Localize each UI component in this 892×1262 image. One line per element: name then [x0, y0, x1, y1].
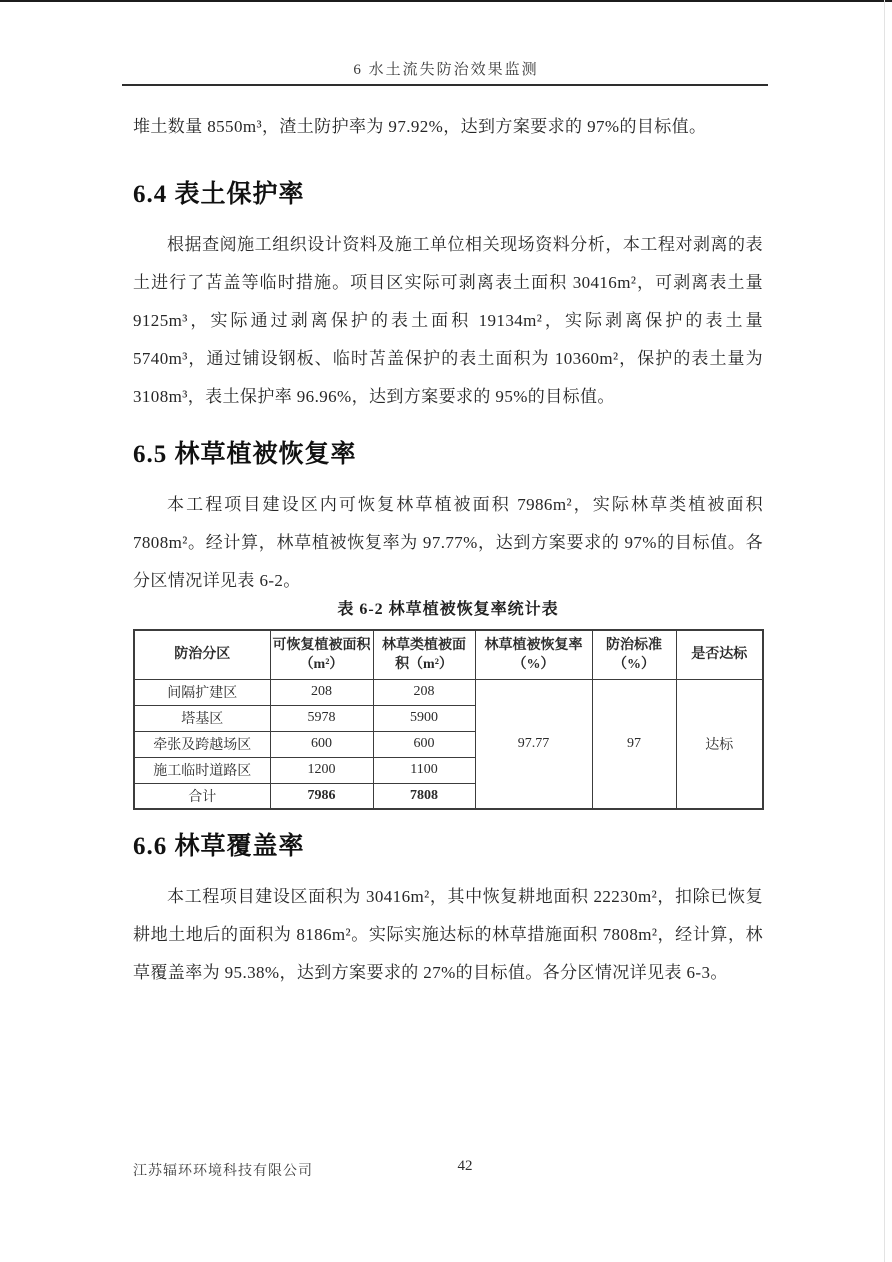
footer-page-number: 42	[457, 1158, 473, 1174]
cell-zone: 塔基区	[134, 705, 270, 731]
cell-zone-total: 合计	[134, 783, 270, 809]
section-6-4-paragraph-block	[133, 226, 763, 416]
lead-paragraph-block	[133, 108, 763, 146]
page-header-title: 6 水土流失防治效果监测	[353, 62, 539, 78]
col-header-zone: 防治分区	[134, 630, 270, 679]
section-6-5-heading: 6.5 林草植被恢复率	[133, 441, 357, 468]
section-6-5-paragraph-block	[133, 486, 763, 600]
section-6-6-heading: 6.6 林草覆盖率	[133, 833, 305, 860]
section-6-4-heading: 6.4 表土保护率	[133, 181, 305, 208]
cell-actual: 600	[373, 731, 475, 757]
section-6-5-paragraph: 本工程项目建设区内可恢复林草植被面积 7986m²，实际林草类植被面积 7808m²。经计算，林草植被恢复率为 97.77%，达到方案要求的 97%的目标值。各分区情况详见表 6-2。	[133, 495, 763, 590]
table-header-row	[134, 630, 763, 679]
table-row	[134, 679, 763, 705]
cell-actual: 5900	[373, 705, 475, 731]
cell-zone: 施工临时道路区	[134, 757, 270, 783]
table-6-2-caption: 表 6-2 林草植被恢复率统计表	[337, 601, 559, 618]
col-header-standard: 防治标准（%）	[592, 630, 676, 679]
col-header-recoverable-area: 可恢复植被面积（m²）	[270, 630, 373, 679]
footer-company-name: 江苏辐环环境科技有限公司	[133, 1164, 313, 1179]
cell-status-merged: 达标	[676, 679, 763, 809]
section-6-6-paragraph-block	[133, 878, 763, 992]
col-header-status: 是否达标	[676, 630, 763, 679]
section-6-4-heading-block	[133, 178, 763, 212]
cell-recoverable: 1200	[270, 757, 373, 783]
cell-zone: 间隔扩建区	[134, 679, 270, 705]
scan-right-edge	[884, 0, 885, 1262]
cell-recoverable: 600	[270, 731, 373, 757]
section-6-6-heading-block	[133, 830, 763, 864]
cell-standard-merged: 97	[592, 679, 676, 809]
cell-recovery-rate-merged: 97.77	[475, 679, 592, 809]
section-6-5-heading-block	[133, 438, 763, 472]
col-header-recovery-rate: 林草植被恢复率（%）	[475, 630, 592, 679]
table-6-2	[133, 629, 764, 810]
section-6-4-paragraph: 根据查阅施工组织设计资料及施工单位相关现场资料分析，本工程对剥离的表土进行了苫盖等临时措施。项目区实际可剥离表土面积 30416m²，可剥离表土量 9125m³，实际通过剥离保护的表土面积 19134m²，实际剥离保护的表土量 5740m³，通过铺设钢板、临时苫盖保护的表土面积为 10360m²，保护的表土量为 3108m³，表土保护率 96.96%，达到方案要求的 95%的目标值。	[133, 235, 763, 406]
cell-recoverable: 208	[270, 679, 373, 705]
scan-top-edge	[0, 0, 892, 2]
cell-actual: 208	[373, 679, 475, 705]
cell-actual-total: 7808	[373, 783, 475, 809]
col-header-actual-area: 林草类植被面积（m²）	[373, 630, 475, 679]
cell-actual: 1100	[373, 757, 475, 783]
cell-zone: 牵张及跨越场区	[134, 731, 270, 757]
header-rule	[122, 84, 768, 86]
section-6-6-paragraph: 本工程项目建设区面积为 30416m²，其中恢复耕地面积 22230m²，扣除已恢复耕地土地后的面积为 8186m²。实际实施达标的林草措施面积 7808m²，经计算，林草覆盖率为 95.38%，达到方案要求的 27%的目标值。各分区情况详见表 6-3。	[133, 887, 763, 982]
cell-recoverable: 5978	[270, 705, 373, 731]
lead-paragraph: 堆土数量 8550m³，渣土防护率为 97.92%，达到方案要求的 97%的目标值。	[133, 117, 707, 136]
cell-recoverable-total: 7986	[270, 783, 373, 809]
